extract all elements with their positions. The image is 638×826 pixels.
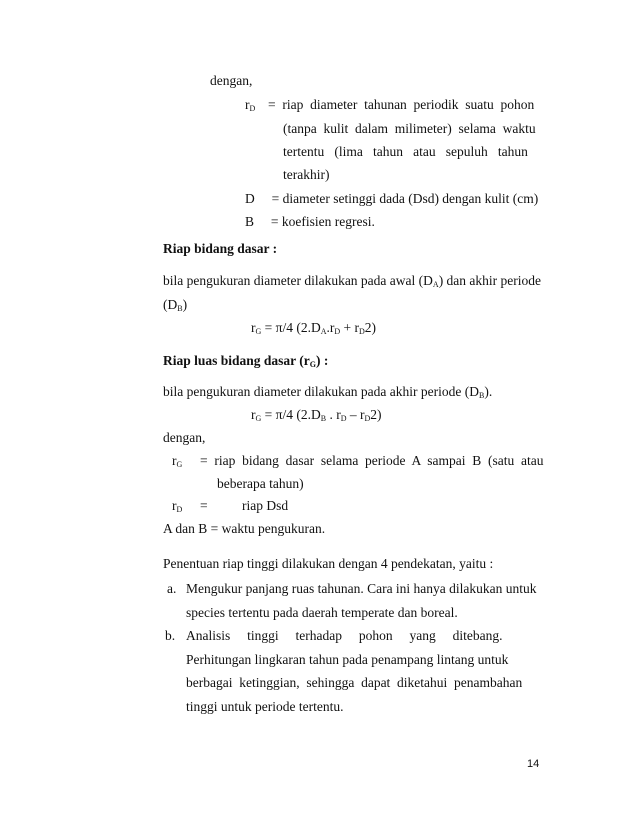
symbol-rg: $r_G$ — [172, 453, 183, 469]
paragraph-line: bila pengukuran diameter dilakukan pada awal $(D_A)$ dan akhir periode — [163, 273, 542, 289]
list-item-b-line-1: Analisis tinggi terhadap pohon yang ditebang. — [186, 628, 503, 643]
list-item-a-line-1: Mengukur panjang ruas tahunan. Cara ini hanya dilakukan untuk — [186, 581, 537, 596]
list-item-b-line-2: Perhitungan lingkaran tahun pada penampang lintang untuk — [186, 652, 509, 667]
list-item-b-line-4: tinggi untuk periode tertentu. — [186, 699, 344, 714]
definition-b: B = koefisien regresi. — [245, 214, 375, 229]
definition-rd-dsd: riap Dsd — [242, 498, 289, 513]
definition-rd-line-4: terakhir) — [283, 167, 330, 182]
text-line: A dan B = waktu pengukuran. — [163, 521, 326, 536]
list-marker-a: a. — [167, 581, 177, 596]
definition-rd-line-1: = riap diameter tahunan periodik suatu pohon — [268, 97, 535, 112]
definition-rg-line-2: beberapa tahun) — [217, 476, 304, 491]
list-item-b-line-3: berbagai ketinggian, sehingga dapat diketahui penambahan — [186, 675, 523, 690]
definition-d: D = diameter setinggi dada (Dsd) dengan kulit (cm) — [245, 191, 539, 206]
paragraph-line: $(D_B)$ — [163, 297, 188, 313]
paragraph-line: Penentuan riap tinggi dilakukan dengan 4 pendekatan, yaitu : — [163, 556, 494, 571]
page-number: 14 — [527, 758, 540, 770]
equals-sign: = — [200, 498, 208, 513]
definition-rd-line-2: (tanpa kulit dalam milimeter) selama waktu — [283, 121, 536, 136]
symbol-rd: $r_D$ — [245, 97, 256, 113]
list-marker-b: b. — [165, 628, 176, 643]
definition-rg-line-1: = riap bidang dasar selama periode A sampai B (satu atau — [200, 453, 544, 468]
formula-1: $r_G = \pi/4$ $(2.D_A.r_D + r_D2)$ — [251, 320, 377, 336]
definition-rd-line-3: tertentu (lima tahun atau sepuluh tahun — [283, 144, 528, 159]
symbol-rd-2: $r_D$ — [172, 498, 183, 514]
heading-riap-bidang-dasar: Riap bidang dasar : — [163, 241, 278, 256]
paragraph-line: bila pengukuran diameter dilakukan pada akhir periode $(D_B)$. — [163, 384, 493, 400]
heading-riap-luas-bidang-dasar: Riap luas bidang dasar $(r_G)$ : — [163, 353, 329, 369]
formula-2: $r_G = \pi/4$ ($2.D_B$ . $r_D - r_D2$) — [251, 407, 382, 423]
text-line: dengan, — [163, 430, 206, 445]
list-item-a-line-2: species tertentu pada daerah temperate dan boreal. — [186, 605, 458, 620]
text-line: dengan, — [210, 73, 253, 88]
